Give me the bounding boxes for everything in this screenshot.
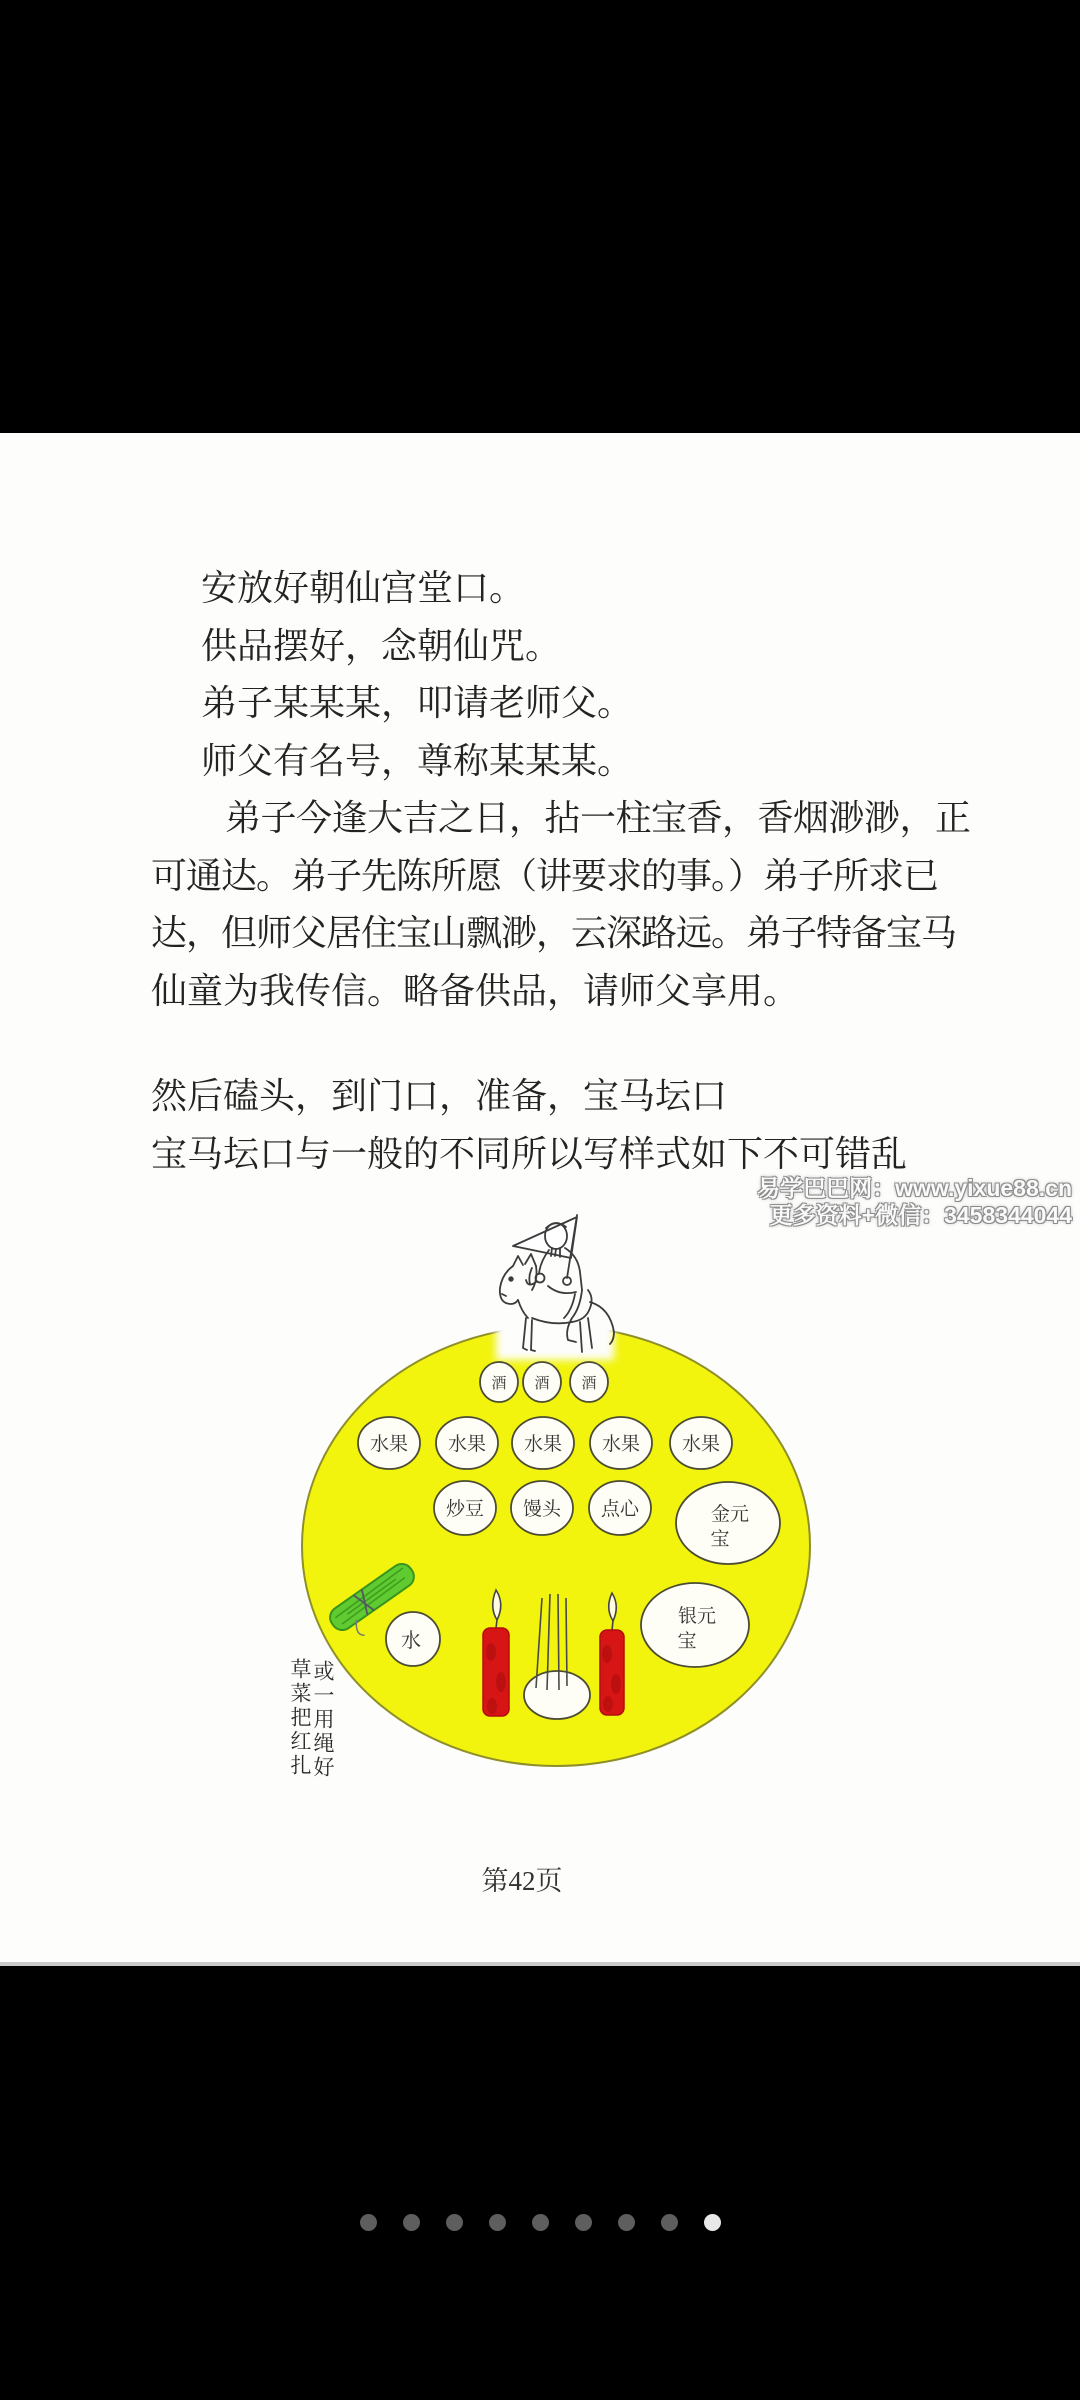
body-text [151, 560, 971, 1183]
fruit-plate-label: 水果 [523, 1434, 563, 1455]
page-number: 第42页 [481, 1866, 563, 1896]
pagination-dot[interactable] [489, 2214, 506, 2231]
body-text-line: 供品摆好，念朝仙咒。 [201, 625, 562, 666]
fruit-plate-label: 水果 [681, 1434, 721, 1455]
silver-ingot-label: 银元 [677, 1606, 717, 1627]
pagination-dot[interactable] [575, 2214, 592, 2231]
incense-bowl [524, 1671, 590, 1719]
body-text-line: 弟子今逢大吉之日，拈一柱宝香，香烟渺渺，正 [225, 798, 971, 838]
watermark-line-2: 更多资料+微信：3458344044 [769, 1202, 1072, 1228]
gold-ingot-label: 宝 [710, 1529, 730, 1550]
food-plate-label: 点心 [600, 1499, 640, 1520]
pagination-dot[interactable] [403, 2214, 420, 2231]
water-cup-label: 水 [401, 1630, 421, 1652]
fruit-plate-label: 水果 [369, 1434, 409, 1455]
body-text-line: 达，但师父居住宝山飘渺，云深路远。弟子特备宝马 [151, 913, 957, 953]
silver-ingot-label: 宝 [677, 1631, 697, 1652]
pagination-dot[interactable] [661, 2214, 678, 2231]
side-note-vertical-left: 草菜把红扎 [288, 1658, 312, 1778]
body-text-line: 师父有名号，尊称某某某。 [201, 740, 634, 781]
document-page [0, 433, 1080, 1966]
watermark-line-1: 易学巴巴网：www.yixue88.cn [757, 1175, 1072, 1201]
fruit-plate-label: 水果 [601, 1434, 641, 1455]
pagination-dots[interactable] [0, 2213, 1080, 2231]
body-text-line: 然后磕头，到门口，准备，宝马坛口 [151, 1076, 728, 1116]
pagination-dot[interactable] [360, 2214, 377, 2231]
fruit-plate-label: 水果 [447, 1434, 487, 1455]
body-text-line: 宝马坛口与一般的不同所以写样式如下不可错乱 [151, 1133, 908, 1174]
watermark [757, 1175, 1072, 1229]
pagination-dot[interactable] [532, 2214, 549, 2231]
horse-background [496, 1190, 614, 1360]
wine-cup-label: 酒 [534, 1376, 550, 1392]
altar-diagram [280, 1190, 830, 1840]
gold-ingot-label: 金元 [710, 1504, 750, 1525]
food-plate-label: 炒豆 [445, 1499, 485, 1520]
food-plate-label: 馒头 [522, 1499, 562, 1520]
body-text-line: 安放好朝仙宫堂口。 [201, 568, 526, 608]
wine-cup-label: 酒 [581, 1376, 597, 1392]
pagination-dot[interactable] [446, 2214, 463, 2231]
pagination-dot[interactable] [618, 2214, 635, 2231]
altar-diagram-svg [280, 1190, 830, 1840]
body-text-line: 仙童为我传信。略备供品，请师父享用。 [151, 970, 800, 1011]
body-text-line: 可通达。弟子先陈所愿（讲要求的事。）弟子所求已 [151, 855, 939, 896]
pagination-dot-active[interactable] [704, 2214, 721, 2231]
side-note-vertical-right: 或一用绳好 [311, 1660, 335, 1780]
wine-cup-label: 酒 [491, 1376, 507, 1392]
body-text-line: 弟子某某某，叩请老师父。 [201, 683, 634, 723]
